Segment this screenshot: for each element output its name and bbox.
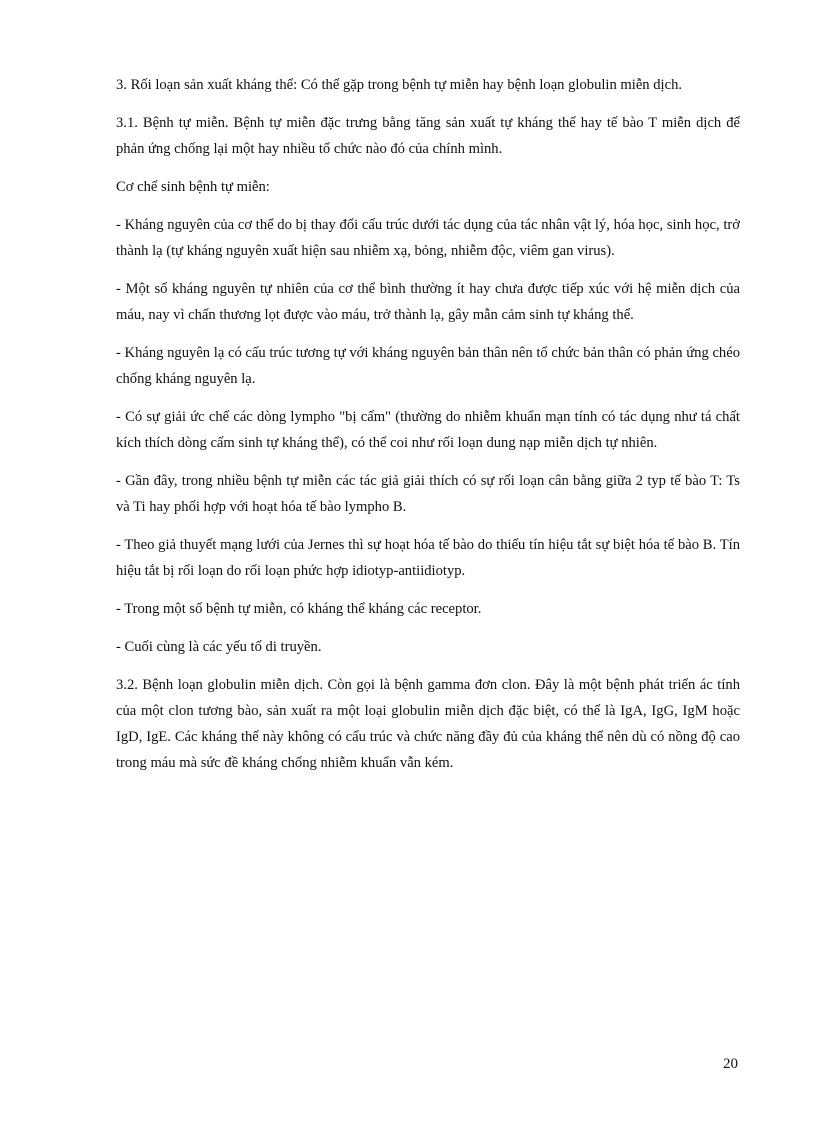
mechanism-item-cross-reaction: - Kháng nguyên lạ có cấu trúc tương tự với kháng nguyên bản thân nên tổ chức bản thân có phản ứng chéo chống kháng nguyên lạ. — [116, 345, 740, 387]
page-body — [116, 72, 740, 788]
mechanism-item-hidden-antigen: - Một số kháng nguyên tự nhiên của cơ thể bình thường ít hay chưa được tiếp xúc với hệ miễn dịch của máu, nay vì chấn thương lọt được vào máu, trở thành lạ, gây mẫn cảm sinh tự kháng thể. — [116, 281, 740, 323]
section-3-heading-paragraph: 3. Rối loạn sản xuất kháng thể: Có thể gặp trong bệnh tự miễn hay bệnh loạn globulin miễn dịch. — [116, 77, 683, 93]
mechanism-item-antigen-change: - Kháng nguyên của cơ thể do bị thay đổi cấu trúc dưới tác dụng của tác nhân vật lý, hóa học, sinh học, trở thành lạ (tự kháng nguyên xuất hiện sau nhiễm xạ, bỏng, nhiễm độc, viêm gan virus). — [116, 217, 740, 259]
mechanism-item-t-cell-imbalance: - Gần đây, trong nhiều bệnh tự miễn các tác giả giải thích có sự rối loạn cân bằng giữa 2 typ tế bào T: Ts và Ti hay phối hợp với hoạt hóa tế bào lympho B. — [116, 473, 740, 515]
section-3-2-gammopathy-paragraph: 3.2. Bệnh loạn globulin miễn dịch. Còn gọi là bệnh gamma đơn clon. Đây là một bệnh phát triển ác tính của một clon tương bào, sản xuất ra một loại globulin miễn dịch đặc biệt, có thể là IgA, IgG, IgM hoặc IgD, IgE. Các kháng thể này không có cấu trúc và chức năng đầy đủ của kháng thể nên dù có nồng độ cao trong máu mà sức đề kháng chống nhiễm khuẩn vẫn kém. — [116, 677, 740, 771]
mechanism-item-forbidden-clones: - Có sự giải ức chế các dòng lympho "bị cấm" (thường do nhiễm khuẩn mạn tính có tác dụng như tá chất kích thích dòng cấm sinh tự kháng thể), có thể coi như rối loạn dung nạp miễn dịch tự nhiên. — [116, 409, 740, 451]
page-number: 20 — [723, 1056, 738, 1072]
section-3-1-autoimmune-paragraph: 3.1. Bệnh tự miễn. Bệnh tự miễn đặc trưng bằng tăng sản xuất tự kháng thể hay tế bào T miễn dịch để phản ứng chống lại một hay nhiều tổ chức nào đó của chính mình. — [116, 115, 740, 157]
mechanism-item-genetics: - Cuối cùng là các yếu tố di truyền. — [116, 639, 322, 655]
mechanism-item-jernes-network: - Theo giả thuyết mạng lưới của Jernes thì sự hoạt hóa tế bào do thiếu tín hiệu tắt sự biệt hóa tế bào B. Tín hiệu tắt bị rối loạn do rối loạn phức hợp idiotyp-antiidiotyp. — [116, 537, 740, 579]
mechanism-heading: Cơ chế sinh bệnh tự miễn: — [116, 179, 270, 195]
mechanism-item-receptor-antibodies: - Trong một số bệnh tự miễn, có kháng thể kháng các receptor. — [116, 601, 482, 617]
